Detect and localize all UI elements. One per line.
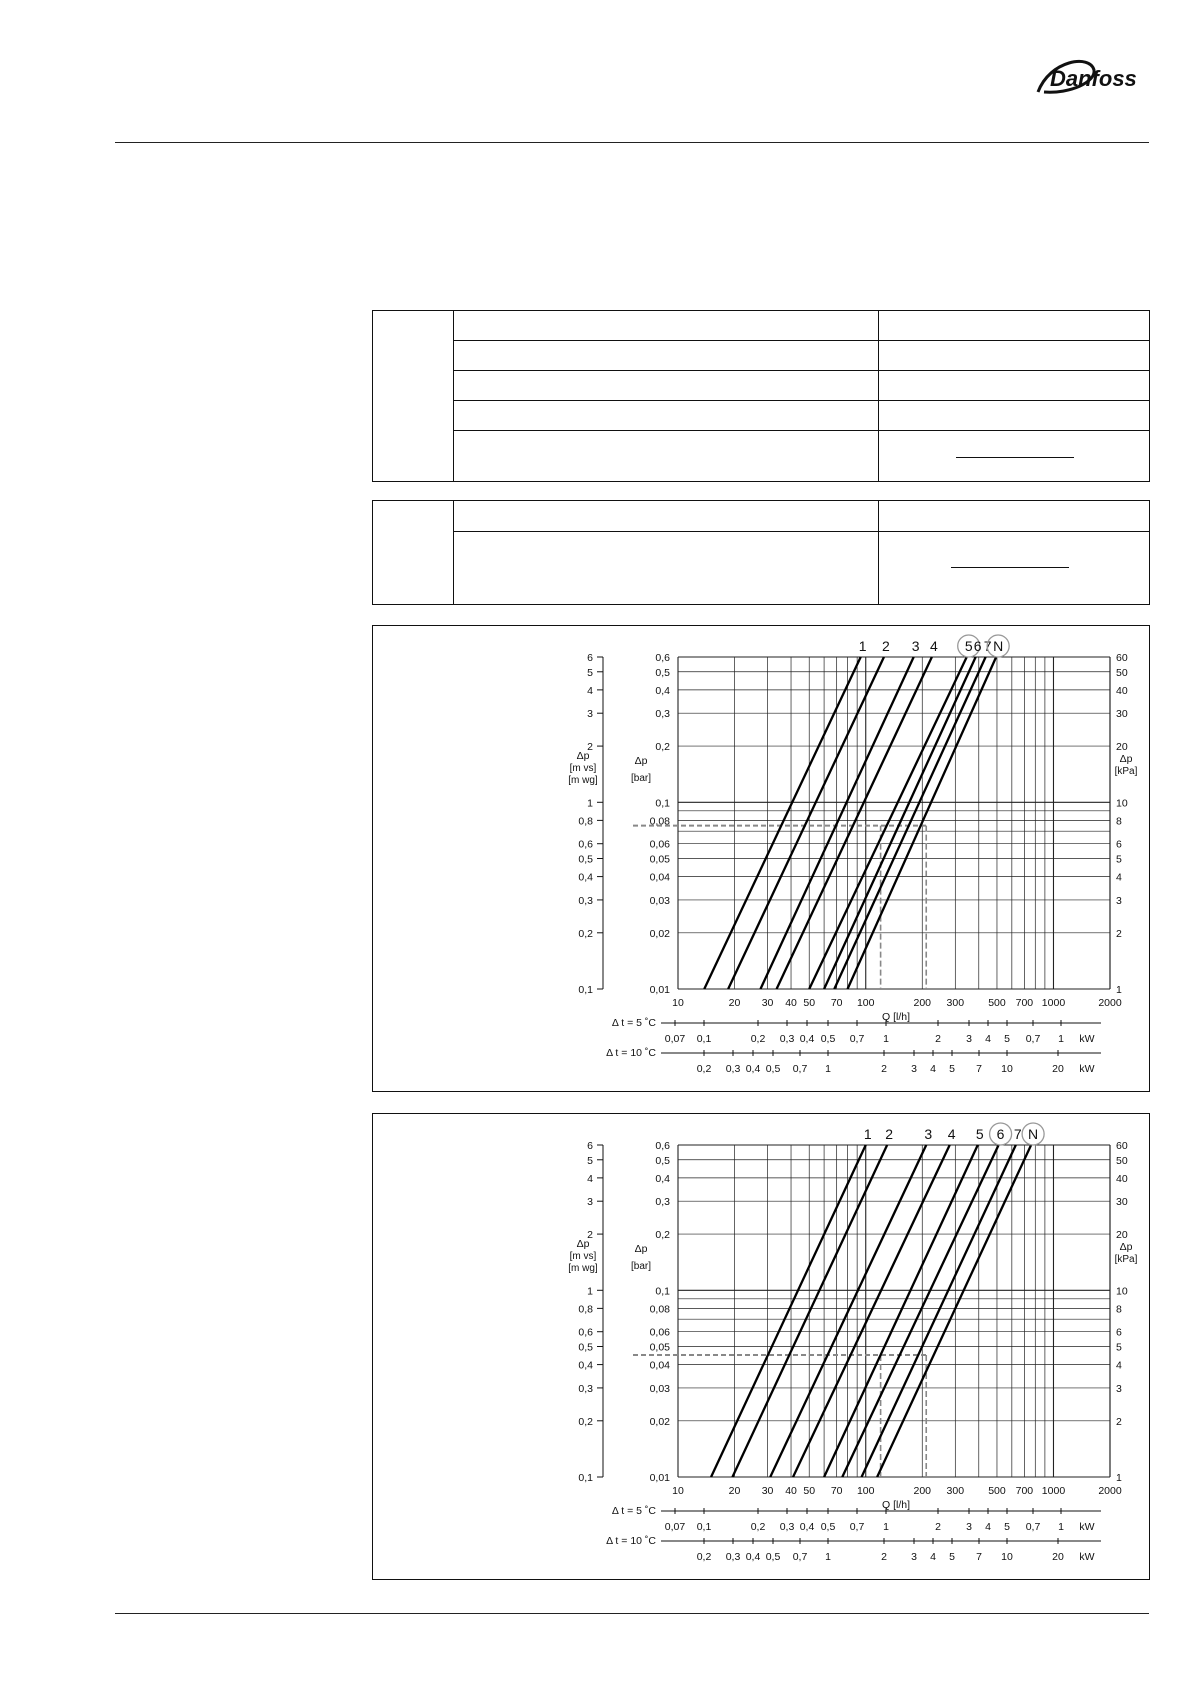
mwg-tick-label: 5: [587, 1154, 593, 1167]
kpa-tick-label: 1: [1116, 1472, 1122, 1484]
x-tick-label: 2000: [1098, 1485, 1122, 1497]
bar-tick-label: 0,01: [649, 1472, 670, 1484]
dt10-tick-label: 4: [930, 1551, 936, 1563]
table-row: [453, 400, 1149, 431]
dt10-tick-label: 1: [825, 1551, 831, 1563]
mwg-tick-label: 6: [587, 652, 593, 664]
x-tick-label: 500: [988, 997, 1006, 1009]
curve-label: 6: [973, 638, 982, 654]
curve-label: 1: [858, 638, 867, 654]
bar-tick-label: 0,2: [655, 741, 670, 754]
dt5-label: Δ t = 5 ˚C: [611, 1017, 656, 1029]
mwg-tick-label: 0,2: [578, 1415, 593, 1428]
kpa-tick-label: 40: [1116, 1172, 1128, 1185]
curve-6: [824, 657, 976, 989]
table-row: [453, 531, 1149, 605]
bar-tick-label: 0,2: [655, 1229, 670, 1242]
mwg-axis-units: [m vs]: [569, 1251, 597, 1262]
bar-tick-label: 0,1: [655, 797, 670, 810]
spec-table-2: [372, 500, 1150, 605]
bar-tick-label: 0,04: [649, 871, 670, 884]
dt10-tick-label: 4: [930, 1063, 936, 1075]
x-tick-label: 200: [913, 997, 932, 1009]
mwg-tick-label: 5: [587, 666, 593, 679]
kpa-tick-label: 3: [1116, 894, 1122, 907]
table-label-cell: [373, 501, 454, 604]
dt10-tick-label: 0,7: [792, 1551, 808, 1563]
dt5-tick-label: 0,7: [1025, 1521, 1041, 1533]
mwg-axis-symbol: Δp: [576, 1238, 590, 1250]
dt5-tick-label: 0,4: [799, 1033, 815, 1045]
header-rule: [115, 142, 1149, 143]
mwg-tick-label: 0,5: [578, 853, 593, 866]
curve-label: 7: [1013, 1126, 1022, 1142]
dt10-tick-label: 0,3: [725, 1063, 741, 1075]
mwg-tick-label: 2: [587, 741, 593, 754]
dt10-tick-label: 0,5: [765, 1551, 781, 1563]
dt5-tick-label: 3: [966, 1033, 972, 1045]
dt10-tick-label: 0,7: [792, 1063, 808, 1075]
kpa-tick-label: 6: [1116, 838, 1122, 851]
bar-tick-label: 0,02: [649, 1415, 670, 1428]
dt10-tick-label: 2: [881, 1551, 887, 1563]
dt10-tick-label: 0,2: [696, 1551, 712, 1563]
curve-label: 3: [911, 638, 920, 654]
x-tick-label: 20: [728, 1485, 741, 1497]
dt5-unit: kW: [1079, 1521, 1095, 1533]
x-tick-label: 1000: [1041, 1485, 1066, 1497]
bar-tick-label: 0,08: [649, 1303, 670, 1316]
kpa-axis-symbol: Δp: [1119, 753, 1133, 765]
x-tick-label: 70: [830, 1485, 843, 1497]
bar-tick-label: 0,05: [649, 853, 670, 866]
mwg-tick-label: 0,6: [578, 1326, 593, 1339]
kpa-tick-label: 50: [1116, 1154, 1128, 1167]
bar-tick-label: 0,6: [655, 652, 670, 664]
curve-label: 2: [882, 638, 890, 654]
x-tick-label: 700: [1015, 997, 1034, 1009]
curve-label: 4: [929, 638, 938, 654]
dt5-tick-label: 0,07: [664, 1033, 686, 1045]
mwg-tick-label: 2: [587, 1229, 593, 1242]
dt5-unit: kW: [1079, 1033, 1095, 1045]
pressure-drop-chart-top: [373, 626, 1149, 1091]
curve-label: 5: [964, 638, 973, 654]
dt10-tick-label: 3: [911, 1063, 917, 1075]
curve-label: 1: [863, 1126, 872, 1142]
dt5-tick-label: 0,4: [799, 1521, 815, 1533]
kpa-tick-label: 50: [1116, 666, 1128, 679]
dt10-unit: kW: [1079, 1551, 1095, 1563]
kpa-tick-label: 20: [1116, 1229, 1128, 1242]
curve-label: N: [1028, 1126, 1039, 1142]
chart-panel-top: [372, 625, 1150, 1092]
curve-4: [777, 657, 932, 989]
x-tick-label: 500: [988, 1485, 1006, 1497]
dt5-tick-label: 0,5: [820, 1521, 836, 1533]
x-tick-label: 300: [946, 997, 965, 1009]
bar-tick-label: 0,4: [655, 1172, 670, 1185]
mwg-tick-label: 1: [587, 797, 593, 810]
bar-tick-label: 0,3: [655, 708, 670, 721]
curve-2: [732, 1145, 887, 1477]
kpa-tick-label: 10: [1116, 797, 1128, 810]
kpa-tick-label: 5: [1116, 853, 1122, 866]
dt5-tick-label: 2: [935, 1033, 941, 1045]
dt10-tick-label: 1: [825, 1063, 831, 1075]
mwg-tick-label: 0,1: [578, 1472, 593, 1484]
mwg-axis-units: [m wg]: [568, 775, 598, 786]
column-divider: [878, 501, 879, 604]
dt5-tick-label: 3: [966, 1521, 972, 1533]
dt5-tick-label: 4: [985, 1033, 991, 1045]
mwg-tick-label: 0,5: [578, 1341, 593, 1354]
dt10-tick-label: 7: [976, 1063, 982, 1075]
curve-label: 6: [996, 1126, 1005, 1142]
mwg-tick-label: 4: [587, 1172, 593, 1185]
dt10-tick-label: 5: [949, 1063, 955, 1075]
bar-tick-label: 0,3: [655, 1196, 670, 1209]
logo-text: Danfoss: [1050, 66, 1137, 91]
x-tick-label: 40: [785, 1485, 797, 1497]
dt5-tick-label: 2: [935, 1521, 941, 1533]
mwg-tick-label: 0,3: [578, 894, 593, 907]
kpa-tick-label: 8: [1116, 815, 1122, 828]
kpa-tick-label: 40: [1116, 684, 1128, 697]
x-tick-label: 20: [728, 997, 741, 1009]
mwg-tick-label: 3: [587, 1196, 593, 1209]
bar-axis-units: [bar]: [630, 773, 652, 784]
kpa-tick-label: 60: [1116, 652, 1128, 664]
table-row: [453, 311, 1149, 341]
mwg-tick-label: 0,3: [578, 1382, 593, 1395]
mwg-tick-label: 0,2: [578, 927, 593, 940]
bar-tick-label: 0,06: [649, 1326, 670, 1339]
dt10-unit: kW: [1079, 1063, 1095, 1075]
kpa-tick-label: 2: [1116, 1415, 1122, 1428]
curve-label: 7: [983, 638, 992, 654]
dt10-tick-label: 10: [1001, 1063, 1013, 1075]
dt5-tick-label: 0,3: [779, 1521, 795, 1533]
dt5-tick-label: 0,07: [664, 1521, 686, 1533]
x-tick-label: 10: [672, 997, 684, 1009]
underline: [956, 457, 1074, 458]
x-tick-label: 70: [830, 997, 843, 1009]
bar-tick-label: 0,03: [649, 1382, 670, 1395]
curve-label: 4: [947, 1126, 956, 1142]
x-tick-label: 1000: [1041, 997, 1066, 1009]
dt5-tick-label: 0,1: [696, 1033, 712, 1045]
dt5-tick-label: 5: [1004, 1033, 1010, 1045]
curve-label: 5: [975, 1126, 984, 1142]
bar-axis-units: [bar]: [630, 1261, 652, 1272]
bar-tick-label: 0,04: [649, 1359, 670, 1372]
table-row: [453, 430, 1149, 482]
curve-5: [809, 657, 966, 989]
dt5-tick-label: 0,2: [750, 1033, 766, 1045]
kpa-tick-label: 4: [1116, 871, 1122, 884]
table-row: [453, 340, 1149, 371]
mwg-tick-label: 4: [587, 684, 593, 697]
kpa-tick-label: 20: [1116, 741, 1128, 754]
kpa-tick-label: 8: [1116, 1303, 1122, 1316]
dt10-tick-label: 7: [976, 1551, 982, 1563]
kpa-tick-label: 30: [1116, 708, 1128, 721]
dt10-tick-label: 2: [881, 1063, 887, 1075]
x-tick-label: 50: [803, 1485, 816, 1497]
footer-rule: [115, 1613, 1149, 1614]
mwg-tick-label: 0,8: [578, 815, 593, 828]
underline: [951, 567, 1069, 568]
x-tick-label: 100: [856, 1485, 875, 1497]
table-row: [453, 501, 1149, 532]
kpa-tick-label: 2: [1116, 927, 1122, 940]
dt5-tick-label: 1: [883, 1521, 889, 1533]
mwg-axis-symbol: Δp: [576, 750, 590, 762]
dt10-tick-label: 10: [1001, 1551, 1013, 1563]
dt10-tick-label: 0,5: [765, 1063, 781, 1075]
dt5-tick-label: 0,2: [750, 1521, 766, 1533]
pressure-drop-chart-bottom: [373, 1114, 1149, 1579]
curve-label: N: [993, 638, 1004, 654]
x-tick-label: 10: [672, 1485, 684, 1497]
bar-tick-label: 0,08: [649, 815, 670, 828]
curve-label: 3: [924, 1126, 933, 1142]
dt5-tick-label: 0,7: [849, 1521, 865, 1533]
dt5-tick-label: 0,7: [1025, 1033, 1041, 1045]
column-divider: [878, 311, 879, 481]
bar-tick-label: 0,6: [655, 1140, 670, 1152]
bar-tick-label: 0,05: [649, 1341, 670, 1354]
table-row: [453, 370, 1149, 401]
dt10-tick-label: 0,2: [696, 1063, 712, 1075]
curve-label: 2: [885, 1126, 894, 1142]
dt10-tick-label: 20: [1052, 1063, 1064, 1075]
kpa-axis-units: [kPa]: [1114, 1254, 1138, 1265]
curve-N: [848, 657, 997, 989]
bar-tick-label: 0,1: [655, 1285, 670, 1298]
dt10-tick-label: 0,3: [725, 1551, 741, 1563]
bar-axis-symbol: Δp: [634, 1243, 648, 1255]
curve-7: [862, 1145, 1016, 1477]
dt10-tick-label: 20: [1052, 1551, 1064, 1563]
chart-panel-bottom: [372, 1113, 1150, 1580]
spec-table-1: [372, 310, 1150, 482]
dt10-tick-label: 0,4: [745, 1551, 761, 1563]
bar-tick-label: 0,5: [655, 1154, 670, 1167]
dt10-tick-label: 5: [949, 1551, 955, 1563]
kpa-tick-label: 6: [1116, 1326, 1122, 1339]
x-tick-label: 700: [1015, 1485, 1034, 1497]
dt5-tick-label: 0,5: [820, 1033, 836, 1045]
dt5-tick-label: 0,1: [696, 1521, 712, 1533]
mwg-tick-label: 1: [587, 1285, 593, 1298]
kpa-tick-label: 10: [1116, 1285, 1128, 1298]
dt10-label: Δ t = 10 ˚C: [606, 1047, 656, 1059]
bar-tick-label: 0,5: [655, 666, 670, 679]
x-tick-label: 50: [803, 997, 816, 1009]
bar-tick-label: 0,03: [649, 894, 670, 907]
mwg-tick-label: 6: [587, 1140, 593, 1152]
kpa-tick-label: 30: [1116, 1196, 1128, 1209]
dt5-tick-label: 4: [985, 1521, 991, 1533]
x-tick-label: 40: [785, 997, 797, 1009]
x-tick-label: 200: [913, 1485, 932, 1497]
mwg-tick-label: 0,8: [578, 1303, 593, 1316]
table-label-cell: [373, 311, 454, 481]
x-tick-label: 100: [856, 997, 875, 1009]
kpa-tick-label: 1: [1116, 984, 1122, 996]
x-tick-label: 2000: [1098, 997, 1122, 1009]
dt5-tick-label: 1: [1058, 1521, 1064, 1533]
dt5-tick-label: 0,3: [779, 1033, 795, 1045]
bar-tick-label: 0,02: [649, 927, 670, 940]
x-tick-label: 30: [761, 997, 774, 1009]
kpa-tick-label: 60: [1116, 1140, 1128, 1152]
dt10-tick-label: 3: [911, 1551, 917, 1563]
mwg-axis-units: [m vs]: [569, 763, 597, 774]
kpa-tick-label: 5: [1116, 1341, 1122, 1354]
bar-tick-label: 0,06: [649, 838, 670, 851]
kpa-axis-symbol: Δp: [1119, 1241, 1133, 1253]
mwg-tick-label: 3: [587, 708, 593, 721]
kpa-tick-label: 3: [1116, 1382, 1122, 1395]
dt5-tick-label: 0,7: [849, 1033, 865, 1045]
dt10-label: Δ t = 10 ˚C: [606, 1535, 656, 1547]
curve-2: [728, 657, 884, 989]
bar-tick-label: 0,4: [655, 684, 670, 697]
dt5-label: Δ t = 5 ˚C: [611, 1505, 656, 1517]
dt5-tick-label: 5: [1004, 1521, 1010, 1533]
mwg-axis-units: [m wg]: [568, 1263, 598, 1274]
mwg-tick-label: 0,4: [578, 871, 593, 884]
danfoss-logo: [1030, 52, 1152, 104]
x-tick-label: 300: [946, 1485, 965, 1497]
bar-tick-label: 0,01: [649, 984, 670, 996]
dt10-tick-label: 0,4: [745, 1063, 761, 1075]
x-axis-label: Q [l/h]: [882, 1011, 911, 1023]
kpa-axis-units: [kPa]: [1114, 766, 1138, 777]
dt5-tick-label: 1: [1058, 1033, 1064, 1045]
x-tick-label: 30: [761, 1485, 774, 1497]
mwg-tick-label: 0,4: [578, 1359, 593, 1372]
mwg-tick-label: 0,1: [578, 984, 593, 996]
x-axis-label: Q [l/h]: [882, 1499, 911, 1511]
kpa-tick-label: 4: [1116, 1359, 1122, 1372]
dt5-tick-label: 1: [883, 1033, 889, 1045]
mwg-tick-label: 0,6: [578, 838, 593, 851]
bar-axis-symbol: Δp: [634, 755, 648, 767]
